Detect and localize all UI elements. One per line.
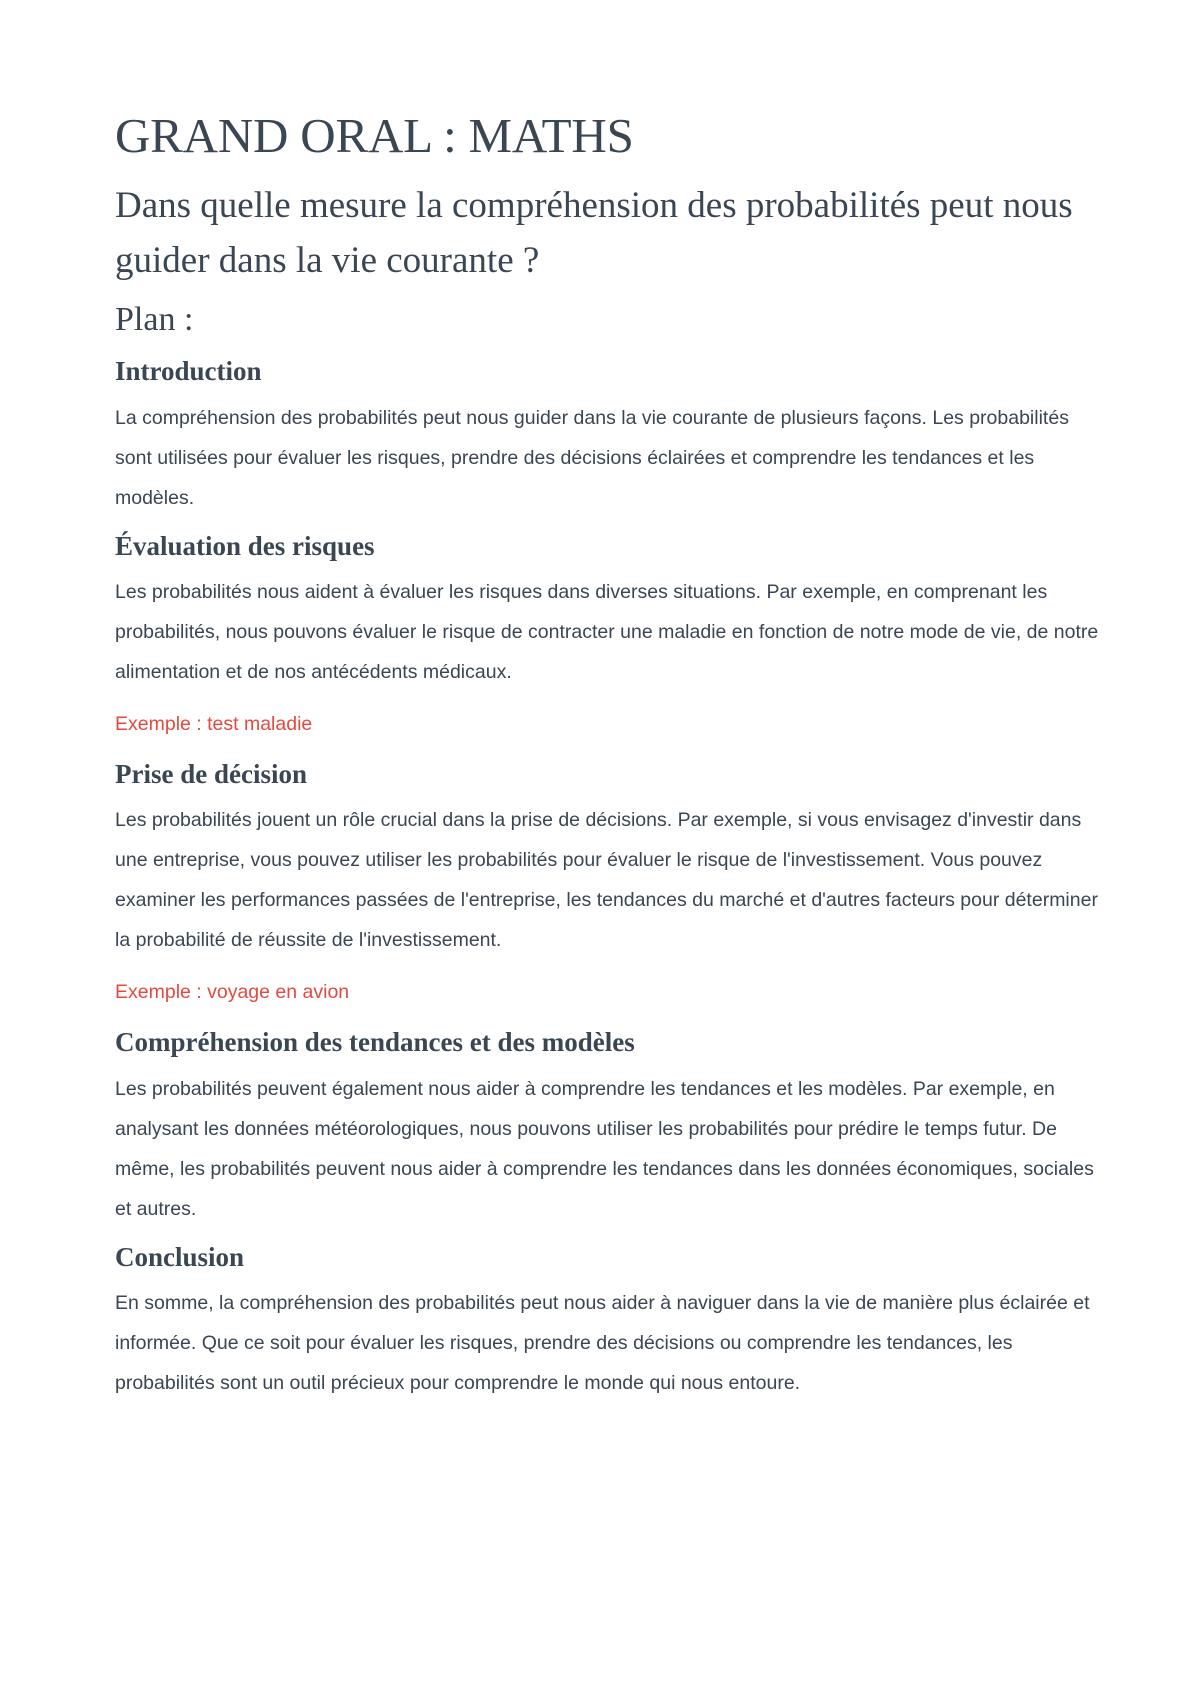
plan-label: Plan : [115,301,194,339]
section-prise-decision [115,758,1100,1012]
section-text-decision: Les probabilités jouent un rôle crucial dans la prise de décisions. Par exemple, si vous envisagez d'investir dans une entreprise, vous pouvez utiliser les probabilités pour évaluer le risque de l'investissement. Vous pouvez examiner les performances passées de l'entreprise, les tendances du marché et d'autres facteurs pour déterminer la probabilité de réussite de l'investissement. [115,809,1098,952]
section-heading-introduction: Introduction [115,356,262,387]
section-text-risques: Les probabilités nous aident à évaluer les risques dans diverses situations. Par exemple, en comprenant les probabilités, nous pouvons évaluer le risque de contracter une maladie en fonction de notre mode de vie, de notre alimentation et de nos antécédents médicaux. [115,580,1099,683]
section-heading-decision: Prise de décision [115,758,307,789]
section-heading-conclusion: Conclusion [115,1241,245,1272]
section-conclusion [115,1241,1100,1403]
section-text-tendances: Les probabilités peuvent également nous aider à comprendre les tendances et les modèles. Par exemple, en analysant les données météorologiques, nous pouvons utiliser les probabilités pour prédire le temps futur. De même, les probabilités peuvent nous aider à comprendre les tendances dans les données économiques, sociales et autres. [115,1077,1094,1220]
document-subtitle: Dans quelle mesure la compréhension des probabilités peut nous guider dans la vie courante ? [115,185,1073,282]
section-tendances [115,1026,1100,1228]
section-heading-risques: Évaluation des risques [115,530,375,561]
section-evaluation-risques [115,530,1100,744]
example-risques: Exemple : test maladie [115,712,313,735]
document-page [115,108,1100,1415]
section-text-introduction: La compréhension des probabilités peut nous guider dans la vie courante de plusieurs façons. Les probabilités sont utilisées pour évaluer les risques, prendre des décisions éclairées et comprendre les tendances et les modèles. [115,406,1069,509]
example-decision: Exemple : voyage en avion [115,981,350,1004]
section-heading-tendances: Compréhension des tendances et des modèles [115,1027,635,1058]
section-text-conclusion: En somme, la compréhension des probabilités peut nous aider à naviguer dans la vie de manière plus éclairée et informée. Que ce soit pour évaluer les risques, prendre des décisions ou comprendre les tendances, les probabilités sont un outil précieux pour comprendre le monde qui nous entoure. [115,1292,1090,1395]
document-title: GRAND ORAL : MATHS [115,108,634,163]
section-introduction [115,355,1100,517]
